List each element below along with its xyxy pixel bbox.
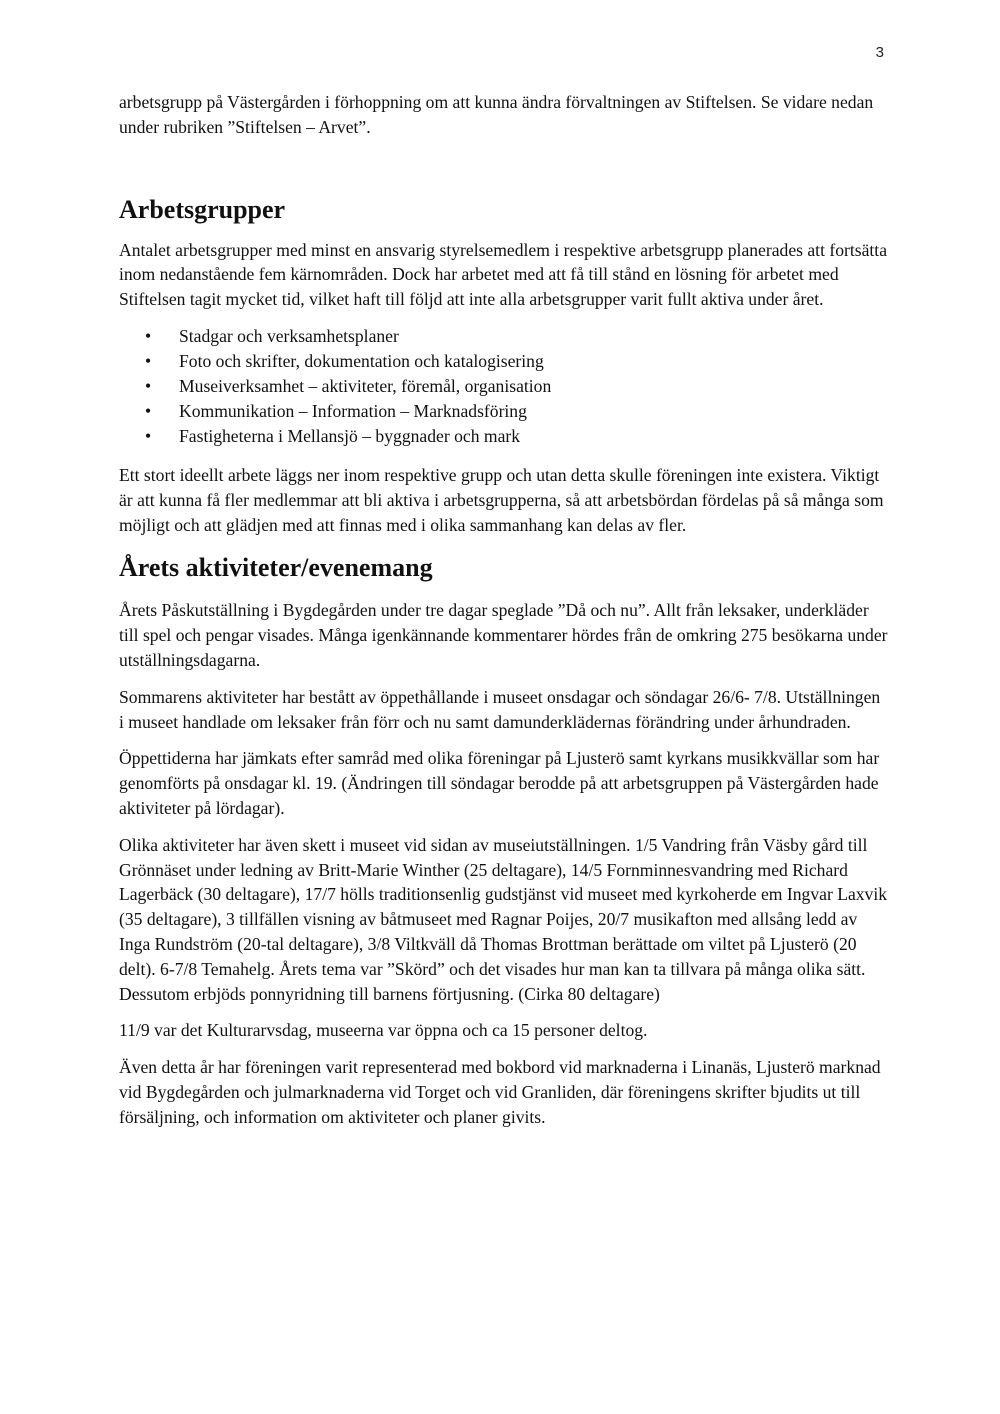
aktiviteter-paragraph-kulturarvsdag: 11/9 var det Kulturarvsdag, museerna var öppna och ca 15 personer deltog. xyxy=(119,1020,648,1041)
aktiviteter-paragraph-sommar: Sommarens aktiviteter har bestått av öppethållande i museet onsdagar och söndagar 26/6- 7/8. Utställningen i museet handlade om leksaker från förr och nu samt damunderklädernas förändring under århundraden. xyxy=(119,686,881,732)
list-item xyxy=(119,324,889,349)
intro-paragraph: arbetsgrupp på Västergården i förhoppning om att kunna ändra förvaltningen av Stiftelsen. Se vidare nedan under rubriken ”Stiftelsen – Arvet”. xyxy=(119,92,874,137)
document-body xyxy=(119,90,889,1130)
aktiviteter-paragraph-paskutstallning: Årets Påskutställning i Bygdegården under tre dagar speglade ”Då och nu”. Allt från leksaker, underkläder till spel och pengar visades. Många igenkännande kommentarer hördes från de omkring 275 besökarna under utställningsdagarna. xyxy=(119,600,888,670)
bullet-icon: • xyxy=(145,425,152,446)
arbetsgrupper-paragraph-2: Ett stort ideellt arbete läggs ner inom respektive grupp och utan detta skulle föreningen inte existera. Viktigt är att kunna få fler medlemmar att bli aktiva i arbetsgrupperna, så att arbetsbördan fördelas på så många som möjligt och att glädjen med att finnas med i olika sammanhang kan delas av fler. xyxy=(119,464,884,535)
aktiviteter-paragraph-oppettider: Öppettiderna har jämkats efter samråd med olika föreningar på Ljusterö samt kyrkans musikkvällar som har genomförts på onsdagar kl. 19. (Ändringen till söndagar berodde på att arbetsgruppen på Västergården hade aktiviteter på lördagar). xyxy=(119,748,880,818)
list-item xyxy=(119,399,889,424)
heading-arbetsgrupper: Arbetsgrupper xyxy=(119,194,286,224)
list-item xyxy=(119,424,889,449)
bullet-icon: • xyxy=(145,375,152,396)
bullet-icon: • xyxy=(145,325,152,346)
heading-aktiviteter: Årets aktiviteter/evenemang xyxy=(119,553,433,583)
list-item-text: Foto och skrifter, dokumentation och katalogisering xyxy=(179,350,544,371)
list-item xyxy=(119,374,889,399)
aktiviteter-paragraph-olika-aktiviteter: Olika aktiviteter har även skett i museet vid sidan av museiutställningen. 1/5 Vandring från Väsby gård till Grönnäset under ledning av Britt-Marie Winther (25 deltagare), 14/5 Fornminnesvandring med Richard Lagerbäck (30 deltagare), 17/7 hölls traditionsenlig gudstjänst vid museet med kyrkoherde em Ingvar Laxvik (35 deltagare), 3 tillfällen visning av båtmuseet med Ragnar Poijes, 20/7 musikafton med allsång ledd av Inga Rundström (20-tal deltagare), 3/8 Viltkväll då Thomas Brottman berättade om viltet på Ljusterö (20 delt). 6-7/8 Temahelg. Årets tema var ”Skörd” och det visades hur man kan ta tillvara på många olika sätt. Dessutom erbjöds ponnyridning till barnens förtjusning. (Cirka 80 deltagare) xyxy=(119,834,888,1004)
list-item-text: Stadgar och verksamhetsplaner xyxy=(179,325,399,346)
bullet-icon: • xyxy=(145,400,152,421)
arbetsgrupper-paragraph-1: Antalet arbetsgrupper med minst en ansvarig styrelsemedlem i respektive arbetsgrupp planerades att fortsätta inom nedanstående fem kärnområden. Dock har arbetet med att få till stånd en lösning för arbetet med Stiftelsen tagit mycket tid, vilket haft till följd att inte alla arbetsgrupper varit fullt aktiva under året. xyxy=(119,239,887,310)
aktiviteter-paragraph-bokbord: Även detta år har föreningen varit representerad med bokbord vid marknaderna i Linanäs, Ljusterö marknad vid Bygdegården och julmarknaderna vid Torget och vid Granliden, där föreningens skrifter bjudits ut till försäljning, och information om aktiviteter och planer givits. xyxy=(119,1057,881,1127)
page-number: 3 xyxy=(875,44,884,61)
list-item-text: Kommunikation – Information – Marknadsföring xyxy=(179,400,527,421)
bullet-icon: • xyxy=(145,350,152,371)
list-item-text: Museiverksamhet – aktiviteter, föremål, organisation xyxy=(179,375,552,396)
list-item xyxy=(119,349,889,374)
list-item-text: Fastigheterna i Mellansjö – byggnader och mark xyxy=(179,425,521,446)
work-area-list xyxy=(119,324,889,449)
